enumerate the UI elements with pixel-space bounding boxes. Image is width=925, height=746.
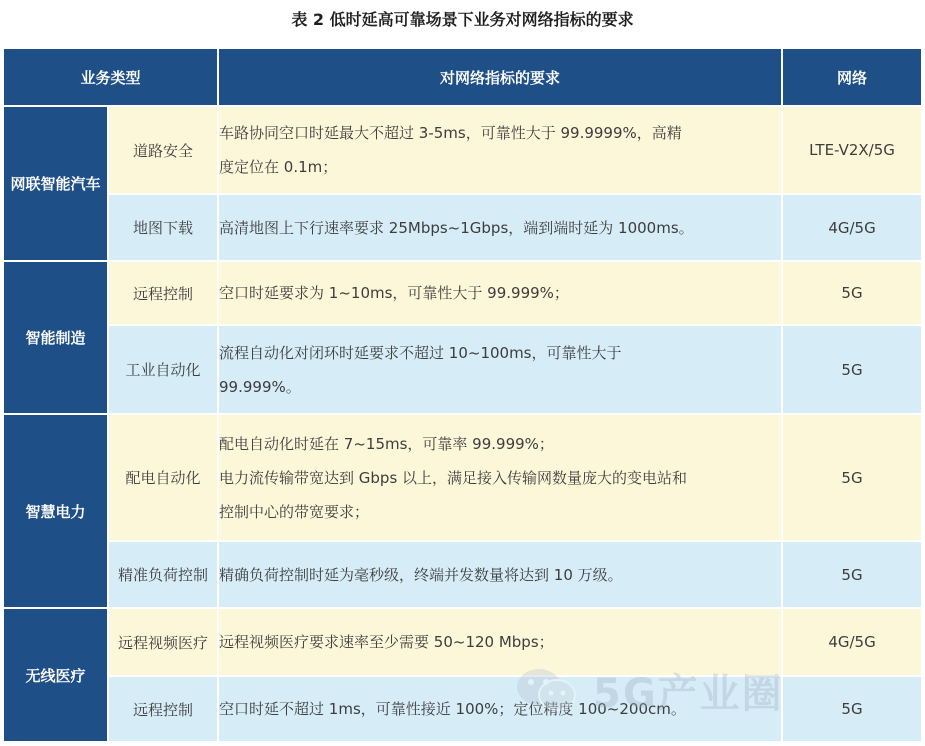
requirement-line: 电力流传输带宽达到 Gbps 以上，满足接入传输网数量庞大的变电站和 — [219, 468, 688, 487]
service-cell: 工业自动化 — [108, 325, 218, 414]
requirement-cell — [218, 325, 782, 414]
requirement-cell — [218, 608, 782, 676]
service-cell: 地图下载 — [108, 194, 218, 261]
requirement-line: 控制中心的带宽要求； — [219, 502, 370, 521]
requirement-line: 高清地图上下行速率要求 25Mbps~1Gbps，端到端时延为 1000ms。 — [219, 218, 694, 237]
table-row — [3, 541, 922, 608]
header-service-type: 业务类型 — [3, 48, 218, 106]
group-label: 无线医疗 — [3, 608, 108, 742]
watermark-text: 5G产业圈 — [593, 670, 784, 717]
requirement-cell — [218, 106, 782, 194]
table-row — [3, 106, 922, 194]
requirement-line: 配电自动化时延在 7~15ms，可靠率 99.999%； — [219, 434, 554, 453]
requirements-table — [2, 47, 923, 743]
network-cell: 4G/5G — [782, 608, 922, 676]
requirement-line: 车路协同空口时延最大不超过 3-5ms，可靠性大于 99.9999%，高精 — [219, 124, 682, 142]
requirement-line: 远程视频医疗要求速率至少需要 50~120 Mbps； — [219, 633, 554, 651]
table-row — [3, 261, 922, 325]
group-label: 网联智能汽车 — [3, 106, 108, 261]
requirement-line: 精确负荷控制时延为毫秒级，终端并发数量将达到 10 万级。 — [219, 565, 623, 584]
header-network: 网络 — [782, 48, 922, 106]
service-cell: 配电自动化 — [108, 414, 218, 541]
network-cell: LTE-V2X/5G — [782, 106, 922, 194]
table-row — [3, 325, 922, 414]
network-cell: 4G/5G — [782, 194, 922, 261]
requirement-cell — [218, 261, 782, 325]
requirement-line: 度定位在 0.1m； — [219, 158, 338, 176]
group-label: 智能制造 — [3, 261, 108, 414]
group-label: 智慧电力 — [3, 414, 108, 608]
network-cell: 5G — [782, 261, 922, 325]
requirement-cell — [218, 541, 782, 608]
service-cell: 远程控制 — [108, 676, 218, 742]
service-cell: 远程控制 — [108, 261, 218, 325]
table-row — [3, 414, 922, 541]
requirement-line: 空口时延要求为 1~10ms，可靠性大于 99.999%； — [219, 284, 569, 302]
service-cell: 远程视频医疗 — [108, 608, 218, 676]
requirement-line: 流程自动化对闭环时延要求不超过 10~100ms，可靠性大于 — [219, 343, 622, 362]
requirement-cell — [218, 194, 782, 261]
requirement-line: 99.999%。 — [219, 377, 301, 396]
table-caption: 表 2 低时延高可靠场景下业务对网络指标的要求 — [291, 10, 634, 29]
table-row — [3, 608, 922, 676]
table-row — [3, 676, 922, 742]
requirement-cell — [218, 676, 782, 742]
table-row — [3, 194, 922, 261]
requirement-cell — [218, 414, 782, 541]
network-cell: 5G — [782, 325, 922, 414]
service-cell: 道路安全 — [108, 106, 218, 194]
requirement-line: 空口时延不超过 1ms，可靠性接近 100%；定位精度 100~200cm。 — [219, 700, 686, 718]
network-cell: 5G — [782, 676, 922, 742]
network-cell: 5G — [782, 414, 922, 541]
table-header-row — [3, 48, 922, 106]
service-cell: 精准负荷控制 — [108, 541, 218, 608]
network-cell: 5G — [782, 541, 922, 608]
header-requirement: 对网络指标的要求 — [218, 48, 782, 106]
